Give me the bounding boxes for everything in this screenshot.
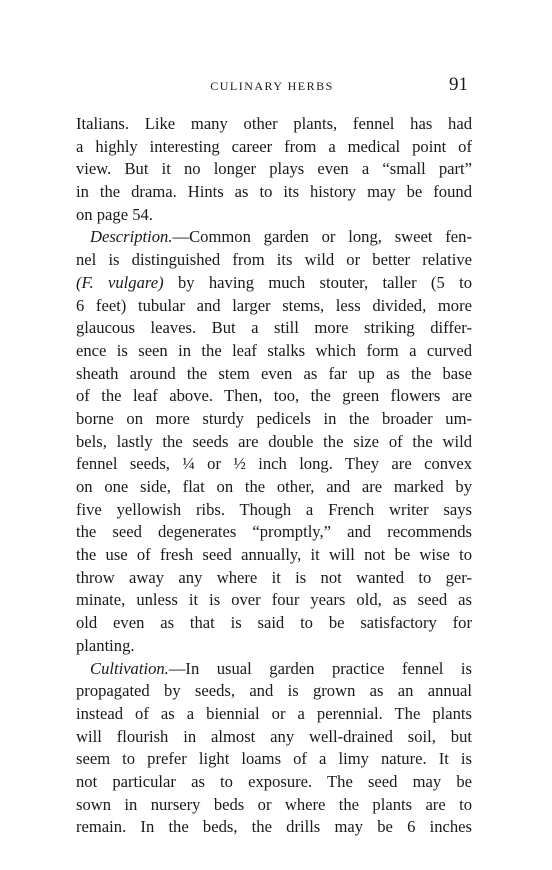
italic-text: Cultivation. [90,658,169,678]
text-line: will flourish in almost any well-drained soil, but [76,726,472,746]
text-run: —Common garden or long, sweet fen- [172,227,472,247]
text-line: old even as that is said to be satisfactory for [76,613,472,633]
text-line: 6 feet) tubular and larger stems, less divided, more [76,295,472,315]
text-line: sheath around the stem even as far up as the base [76,363,472,383]
text-line: Italians. Like many other plants, fennel has had [76,114,472,133]
text-line: bels, lastly the seeds are double the size of the wild [76,431,472,451]
italic-text: Description. [90,227,173,247]
text-line: view. But it no longer plays even a “small part” [76,159,472,179]
text-run: —In usual garden practice fennel is [168,658,472,678]
text-line: five yellowish ribs. Though a French writer says [76,499,472,519]
text-line: propagated by seeds, and is grown as an annual [76,681,472,701]
text-line: sown in nursery beds or where the plants are to [76,794,472,814]
text-line: a highly interesting career from a medical point of [76,136,472,156]
text-line: instead of as a biennial or a perennial. The plants [76,703,472,723]
running-head: CULINARY HERBS [210,79,334,93]
text-run: by having much stouter, taller (5 to [163,272,472,292]
text-line: borne on more sturdy pedicels in the broader um- [76,408,472,428]
text-line: the use of fresh seed annually, it will not be wise to [76,545,472,565]
text-line: on one side, flat on the other, and are marked by [76,477,472,496]
text-line: seem to prefer light loams of a limy nature. It is [76,749,472,769]
text-line: the seed degenerates “promptly,” and recommends [76,522,472,542]
text-line: ence is seen in the leaf stalks which form a curved [76,340,472,360]
text-line: glaucous leaves. But a still more striking differ- [76,318,472,338]
text-line: nel is distinguished from its wild or better relative [76,250,472,270]
text-line: minate, unless it is over four years old, as seed as [76,590,472,610]
text-line [76,272,472,295]
text-line: planting. [76,635,135,655]
body-text [76,113,472,839]
text-line: on page 54. [76,204,153,224]
text-line: throw away any where it is not wanted to ger- [76,567,472,587]
text-line: remain. In the beds, the drills may be 6 inches [76,817,472,837]
text-line: not particular as to exposure. The seed may be [76,771,472,791]
italic-text: (F. vulgare) [76,272,164,292]
page-header [76,76,468,100]
text-line: of the leaf above. Then, too, the green flowers are [76,386,472,406]
page-number: 91 [449,74,468,95]
text-line [76,226,472,249]
text-line [76,658,472,681]
text-line: in the drama. Hints as to its history may be found [76,182,472,202]
text-line: fennel seeds, ¼ or ½ inch long. They are convex [76,454,472,474]
